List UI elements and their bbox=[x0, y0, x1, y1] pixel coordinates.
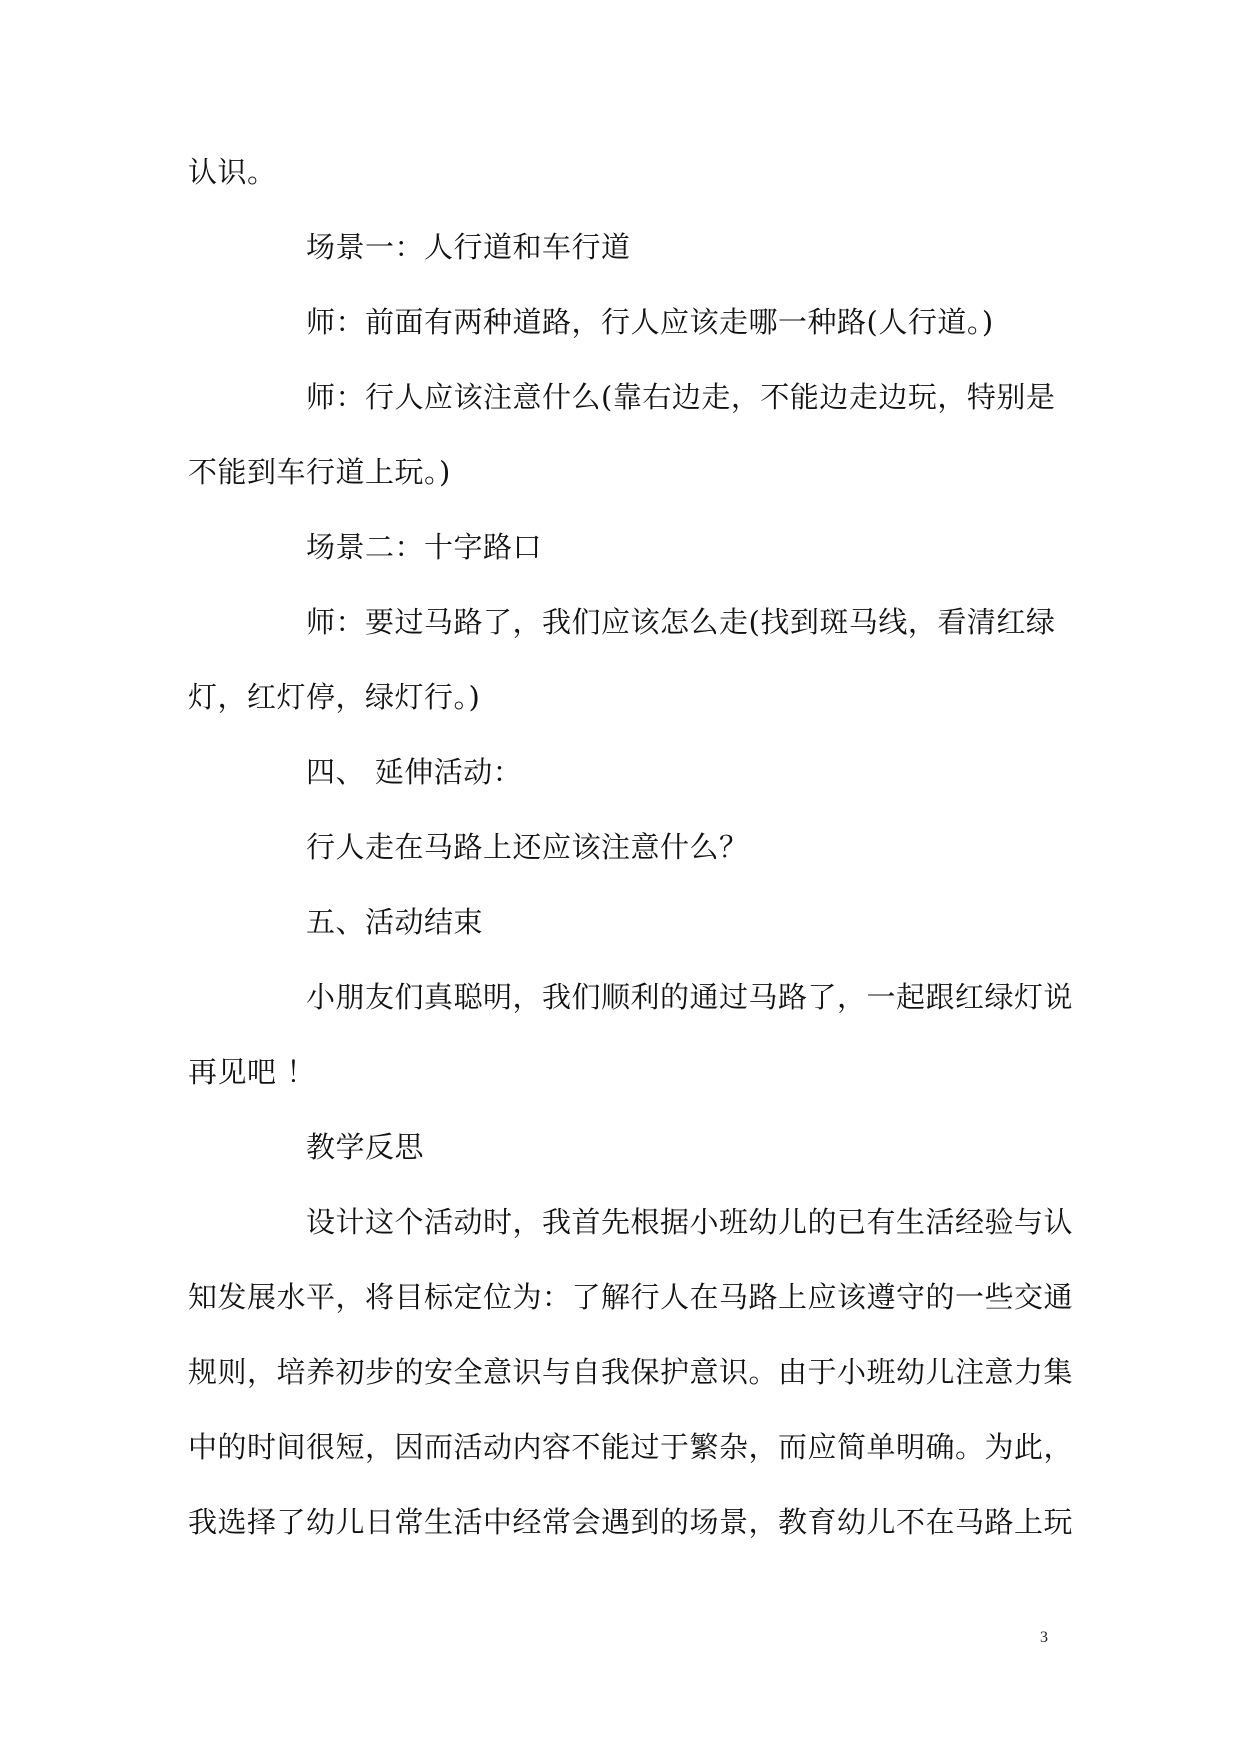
section-four-heading: 四、 延伸活动： bbox=[306, 755, 523, 789]
closing-paragraph-cont: 再见吧 ！ bbox=[188, 1055, 316, 1089]
page-number: 3 bbox=[1040, 1629, 1048, 1646]
teacher-question-3: 师：要过马路了，我们应该怎么走(找到斑马线，看清红绿 bbox=[306, 605, 1056, 639]
reflection-heading: 教学反思 bbox=[306, 1130, 425, 1164]
teacher-question-3-cont: 灯，红灯停，绿灯行。) bbox=[188, 680, 481, 714]
teacher-question-2-cont: 不能到车行道上玩。) bbox=[188, 455, 451, 489]
reflection-paragraph-line-4: 中的时间很短，因而活动内容不能过于繁杂，而应简单明确。为此， bbox=[188, 1430, 1074, 1464]
reflection-paragraph-line-3: 规则，培养初步的安全意识与自我保护意识。由于小班幼儿注意力集 bbox=[188, 1355, 1074, 1389]
teacher-question-1: 师：前面有两种道路，行人应该走哪一种路(人行道。) bbox=[306, 305, 994, 339]
reflection-paragraph-line-2: 知发展水平，将目标定位为：了解行人在马路上应该遵守的一些交通 bbox=[188, 1280, 1074, 1314]
reflection-paragraph-line-1: 设计这个活动时，我首先根据小班幼儿的已有生活经验与认 bbox=[306, 1205, 1074, 1239]
teacher-question-2: 师：行人应该注意什么(靠右边走，不能边走边玩，特别是 bbox=[306, 380, 1056, 414]
text-line-continuation: 认识。 bbox=[188, 155, 277, 189]
section-five-heading: 五、活动结束 bbox=[306, 905, 484, 939]
scene-one-heading: 场景一：人行道和车行道 bbox=[306, 230, 631, 264]
closing-paragraph: 小朋友们真聪明，我们顺利的通过马路了，一起跟红绿灯说 bbox=[306, 980, 1074, 1014]
reflection-paragraph-line-5: 我选择了幼儿日常生活中经常会遇到的场景，教育幼儿不在马路上玩 bbox=[188, 1505, 1074, 1539]
scene-two-heading: 场景二：十字路口 bbox=[306, 530, 543, 564]
extension-question: 行人走在马路上还应该注意什么？ bbox=[306, 830, 749, 864]
